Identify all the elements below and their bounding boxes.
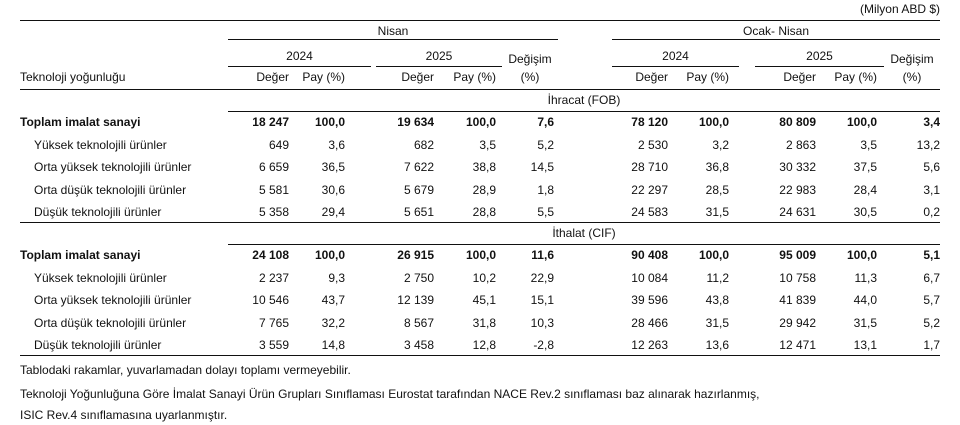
cell-ocak-nisan-degisim: 5,6 [923,160,940,175]
cell-ocak-nisan-pay-2025: 11,3 [854,270,877,285]
cell-ocak-nisan-pay-2025: 100,0 [846,248,877,262]
cell-ocak-nisan-pay-2025: 100,0 [846,115,877,129]
cell-nisan-deger-2024: 24 108 [252,248,289,262]
row-label: Orta düşük teknolojili ürünler [34,315,187,330]
cell-ocak-nisan-pay-2025: 37,5 [853,160,877,175]
row-label: Orta yüksek teknolojili ürünler [34,293,192,308]
cell-nisan-pay-2024: 3,6 [328,137,345,152]
cell-nisan-deger-2025: 5 679 [403,182,434,197]
cell-nisan-deger-2025: 19 634 [397,115,434,129]
row-label: Düşük teknolojili ürünler [34,338,162,353]
cell-nisan-deger-2024: 5 358 [258,205,289,220]
cell-ocak-nisan-pay-2024: 43,8 [705,293,729,308]
ocaknisan-group-rule [612,39,940,40]
cell-ocak-nisan-deger-2025: 95 009 [779,248,816,262]
cell-ocak-nisan-pay-2025: 28,4 [853,182,877,197]
cell-nisan-pay-2024: 14,8 [321,338,345,353]
cell-nisan-pay-2024: 100,0 [314,248,345,262]
cell-nisan-deger-2025: 7 622 [403,160,434,175]
cell-ocak-nisan-deger-2025: 12 471 [779,338,816,353]
col-pay-nisan-2025: Pay (%) [453,70,496,84]
cell-nisan-pay-2025: 12,8 [472,338,496,353]
nisan-group-rule [228,39,558,40]
cell-nisan-deger-2024: 10 546 [252,293,289,308]
cell-nisan-degisim: 7,6 [537,115,554,129]
degisim-header-ocak: Değişim [890,52,934,66]
cell-ocak-nisan-deger-2025: 22 983 [779,182,816,197]
cell-ocak-nisan-deger-2025: 80 809 [779,115,816,129]
cell-ocak-nisan-degisim: 13,2 [916,137,940,152]
section-title-ithalat: İthalat (CIF) [552,226,616,240]
cell-nisan-deger-2025: 12 139 [397,293,434,308]
cell-nisan-pay-2024: 30,6 [321,182,345,197]
note-rounding: Tablodaki rakamlar, yuvarlamadan dolayı toplamı vermeyebilir. [20,363,351,377]
ocak-2024-rule [612,66,739,67]
cell-nisan-pay-2024: 36,5 [321,160,345,175]
col-deger-nisan-2024: Değer [256,70,289,84]
cell-nisan-deger-2024: 3 559 [258,338,289,353]
cell-nisan-deger-2024: 5 581 [258,182,289,197]
cell-ocak-nisan-deger-2024: 28 466 [631,315,668,330]
cell-nisan-deger-2024: 18 247 [252,115,289,129]
row-label: Yüksek teknolojili ürünler [34,270,167,285]
cell-nisan-deger-2024: 7 765 [258,315,289,330]
year-header-nisan-2025: 2025 [425,49,453,63]
row-label: Toplam imalat sanayi [20,115,141,129]
cell-nisan-deger-2025: 3 458 [403,338,434,353]
cell-ocak-nisan-deger-2024: 24 583 [631,205,668,220]
cell-nisan-deger-2024: 2 237 [258,270,289,285]
header-bottom-rule [20,89,940,90]
cell-ocak-nisan-deger-2025: 29 942 [779,315,816,330]
row-label: Orta düşük teknolojili ürünler [34,182,187,197]
cell-nisan-deger-2025: 2 750 [403,270,434,285]
cell-nisan-degisim: 5,2 [537,137,554,152]
col-deger-ocak-2025: Değer [783,70,816,84]
section-title-ihracat: İhracat (FOB) [547,93,621,107]
cell-ocak-nisan-pay-2024: 31,5 [705,315,729,330]
section-rule-ihracat [228,111,940,112]
cell-nisan-deger-2024: 6 659 [258,160,289,175]
cell-ocak-nisan-deger-2025: 2 863 [785,137,816,152]
row-label: Orta yüksek teknolojili ürünler [34,160,192,175]
cell-ocak-nisan-deger-2024: 22 297 [631,182,668,197]
cell-ocak-nisan-degisim: 5,2 [923,315,940,330]
cell-nisan-pay-2024: 32,2 [321,315,345,330]
section-separator [20,222,940,223]
cell-nisan-pay-2025: 100,0 [465,248,496,262]
cell-ocak-nisan-pay-2025: 44,0 [853,293,877,308]
cell-ocak-nisan-degisim: 5,1 [923,248,940,262]
year-header-nisan-2024: 2024 [286,49,313,63]
degisim-header-nisan: Değişim [508,52,552,66]
cell-ocak-nisan-pay-2024: 36,8 [705,160,729,175]
col-deger-nisan-2025: Değer [401,70,434,84]
cell-ocak-nisan-pay-2025: 3,5 [860,137,877,152]
cell-nisan-pay-2025: 3,5 [479,137,496,152]
cell-ocak-nisan-deger-2025: 30 332 [779,160,816,175]
cell-ocak-nisan-degisim: 0,2 [923,205,940,220]
year-header-ocak-2024: 2024 [662,49,689,63]
col-pay-nisan-2024: Pay (%) [302,70,345,84]
cell-ocak-nisan-deger-2024: 39 596 [631,293,668,308]
cell-nisan-degisim: 15,1 [530,293,554,308]
cell-nisan-pay-2025: 38,8 [472,160,496,175]
cell-nisan-pay-2025: 28,9 [472,182,496,197]
cell-nisan-degisim: 11,6 [531,248,554,262]
cell-ocak-nisan-pay-2025: 30,5 [853,205,877,220]
degisim-unit-ocak: (%) [902,70,922,84]
cell-ocak-nisan-pay-2024: 28,5 [705,182,729,197]
cell-nisan-pay-2025: 45,1 [472,293,496,308]
cell-ocak-nisan-degisim: 6,7 [923,270,940,285]
group-header-ocak-nisan: Ocak- Nisan [742,24,810,38]
cell-nisan-pay-2024: 100,0 [314,115,345,129]
cell-ocak-nisan-pay-2024: 31,5 [705,205,729,220]
col-pay-ocak-2025: Pay (%) [834,70,877,84]
cell-nisan-degisim: 22,9 [530,270,554,285]
row-label: Düşük teknolojili ürünler [34,205,162,220]
cell-ocak-nisan-degisim: 3,4 [923,115,940,129]
cell-nisan-deger-2025: 5 651 [403,205,434,220]
cell-nisan-deger-2025: 26 915 [397,248,434,262]
table-bottom-rule [20,355,940,356]
cell-nisan-pay-2024: 29,4 [321,205,345,220]
cell-nisan-degisim: 14,5 [530,160,554,175]
degisim-unit-nisan: (%) [520,70,540,84]
cell-ocak-nisan-pay-2025: 13,1 [853,338,877,353]
cell-nisan-pay-2025: 100,0 [465,115,496,129]
cell-nisan-degisim: 10,3 [530,315,554,330]
cell-ocak-nisan-deger-2025: 41 839 [779,293,816,308]
cell-ocak-nisan-degisim: 1,7 [923,338,940,353]
ocak-2025-rule [755,66,884,67]
note-isic: ISIC Rev.4 sınıflamasına uyarlanmıştır. [20,408,228,422]
cell-ocak-nisan-pay-2024: 11,2 [706,270,729,285]
cell-ocak-nisan-degisim: 5,7 [923,293,940,308]
cell-ocak-nisan-deger-2024: 28 710 [631,160,668,175]
section-rule-ithalat [228,244,940,245]
cell-ocak-nisan-deger-2024: 10 084 [631,270,668,285]
cell-nisan-pay-2025: 28,8 [472,205,496,220]
cell-nisan-pay-2024: 9,3 [328,270,345,285]
col-deger-ocak-2024: Değer [635,70,668,84]
cell-ocak-nisan-deger-2024: 90 408 [631,248,668,262]
row-label: Yüksek teknolojili ürünler [34,137,167,152]
cell-ocak-nisan-pay-2025: 31,5 [853,315,877,330]
note-classification: Teknoloji Yoğunluğuna Göre İmalat Sanayi Ürün Grupları Sınıflaması Eurostat tarafından NACE Rev.2 sınıflaması baz alınarak hazırlanmış, [20,387,760,401]
group-header-nisan: Nisan [377,24,409,38]
cell-ocak-nisan-pay-2024: 13,6 [705,338,729,353]
cell-nisan-degisim: 1,8 [537,182,554,197]
cell-nisan-degisim: 5,5 [537,205,554,220]
cell-nisan-pay-2025: 31,8 [472,315,496,330]
cell-nisan-deger-2025: 682 [413,137,434,152]
table-top-rule [20,20,940,21]
nisan-2024-rule [228,66,371,67]
cell-ocak-nisan-pay-2024: 100,0 [698,115,729,129]
year-header-ocak-2025: 2025 [806,49,833,63]
cell-nisan-pay-2024: 43,7 [321,293,345,308]
cell-nisan-pay-2025: 10,2 [472,270,496,285]
cell-ocak-nisan-deger-2024: 12 263 [631,338,668,353]
cell-ocak-nisan-deger-2024: 2 530 [637,137,668,152]
row-header: Teknoloji yoğunluğu [20,70,126,84]
cell-ocak-nisan-deger-2024: 78 120 [631,115,668,129]
cell-ocak-nisan-pay-2024: 3,2 [712,137,729,152]
cell-nisan-deger-2024: 649 [268,137,289,152]
nisan-2025-rule [376,66,502,67]
unit-label: (Milyon ABD $) [859,2,940,16]
cell-nisan-deger-2025: 8 567 [403,315,434,330]
cell-ocak-nisan-deger-2025: 10 758 [779,270,816,285]
row-label: Toplam imalat sanayi [20,248,141,262]
cell-ocak-nisan-degisim: 3,1 [923,182,940,197]
cell-ocak-nisan-pay-2024: 100,0 [698,248,729,262]
cell-nisan-degisim: -2,8 [533,338,554,353]
cell-ocak-nisan-deger-2025: 24 631 [779,205,816,220]
col-pay-ocak-2024: Pay (%) [686,70,729,84]
